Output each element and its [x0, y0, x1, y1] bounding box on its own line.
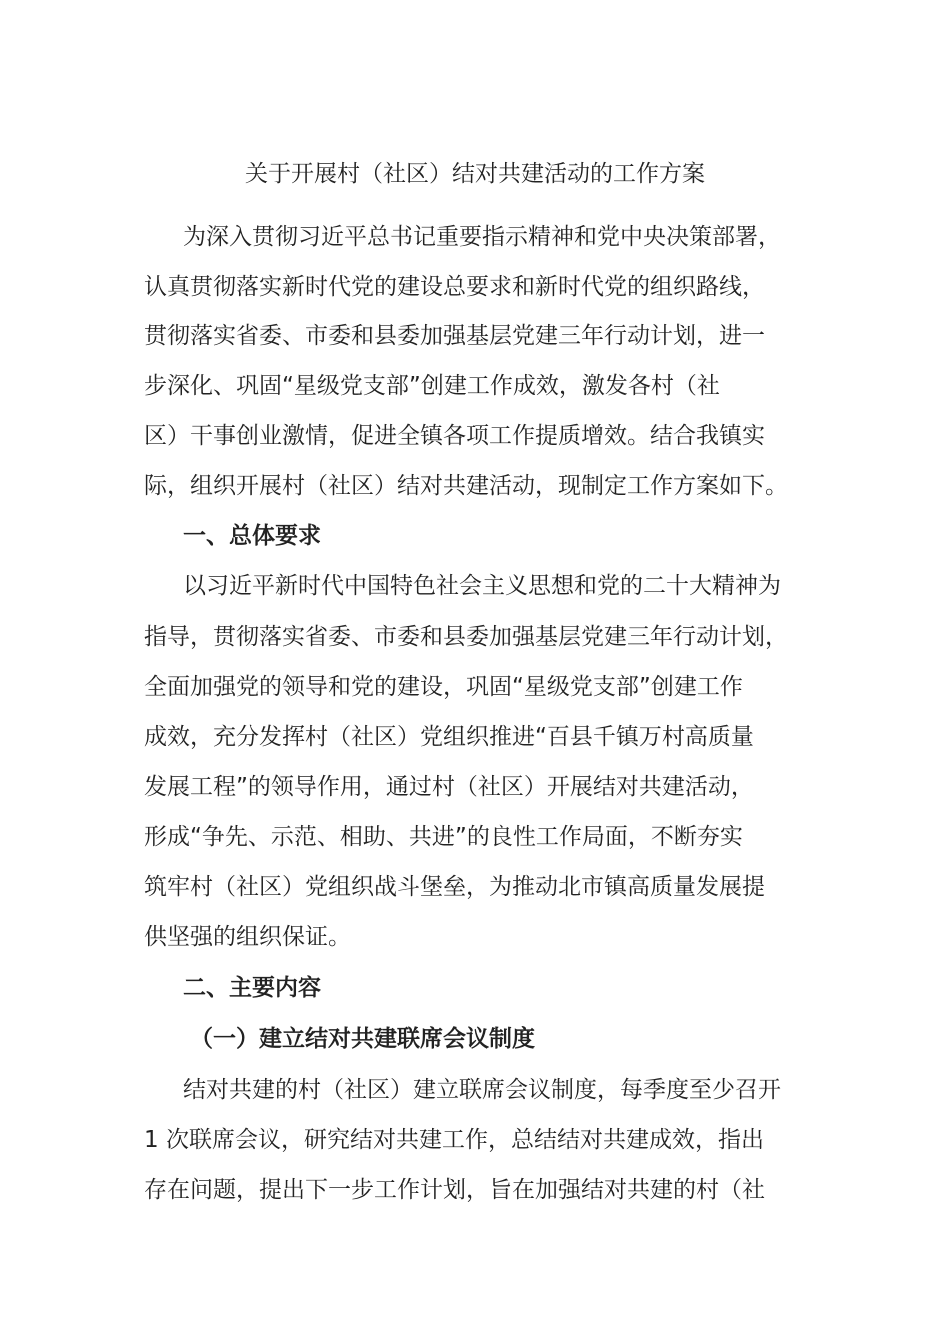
intro-line-5: 区）干事创业激情，促进全镇各项工作提质增效。结合我镇实 — [144, 423, 765, 449]
intro-line-4: 步深化、巩固“星级党支部”创建工作成效，激发各村（社 — [144, 373, 720, 399]
intro-line-6: 际，组织开展村（社区）结对共建活动，现制定工作方案如下。 — [144, 473, 788, 499]
section-1-line-8: 供坚强的组织保证。 — [144, 924, 351, 950]
intro-line-1: 为深入贯彻习近平总书记重要指示精神和党中央决策部署， — [183, 224, 781, 250]
intro-line-3: 贯彻落实省委、市委和县委加强基层党建三年行动计划，进一 — [144, 323, 765, 349]
section-1-line-2: 指导，贯彻落实省委、市委和县委加强基层党建三年行动计划， — [144, 624, 788, 650]
section-1-line-7: 筑牢村（社区）党组织战斗堡垒，为推动北市镇高质量发展提 — [144, 874, 765, 900]
section-1-line-3: 全面加强党的领导和党的建设，巩固“星级党支部”创建工作 — [144, 674, 743, 700]
document-title: 关于开展村（社区）结对共建活动的工作方案 — [245, 161, 705, 187]
section-2-sub-1-line-2: 1 次联席会议，研究结对共建工作，总结结对共建成效，指出 — [144, 1127, 764, 1153]
section-1-line-4: 成效，充分发挥村（社区）党组织推进“百县千镇万村高质量 — [144, 724, 754, 750]
section-1-line-6: 形成“争先、示范、相助、共进”的良性工作局面，不断夯实 — [144, 824, 743, 850]
section-2-heading: 二、主要内容 — [183, 975, 321, 1001]
section-1-line-5: 发展工程”的领导作用，通过村（社区）开展结对共建活动， — [144, 774, 754, 800]
section-1-line-1: 以习近平新时代中国特色社会主义思想和党的二十大精神为 — [183, 573, 781, 599]
section-2-sub-1-heading: （一）建立结对共建联席会议制度 — [190, 1026, 535, 1052]
section-1-heading: 一、总体要求 — [183, 523, 321, 549]
section-2-sub-1-line-3: 存在问题，提出下一步工作计划，旨在加强结对共建的村（社 — [144, 1177, 765, 1203]
section-2-sub-1-line-1: 结对共建的村（社区）建立联席会议制度，每季度至少召开 — [183, 1077, 781, 1103]
intro-line-2: 认真贯彻落实新时代党的建设总要求和新时代党的组织路线， — [144, 274, 765, 300]
